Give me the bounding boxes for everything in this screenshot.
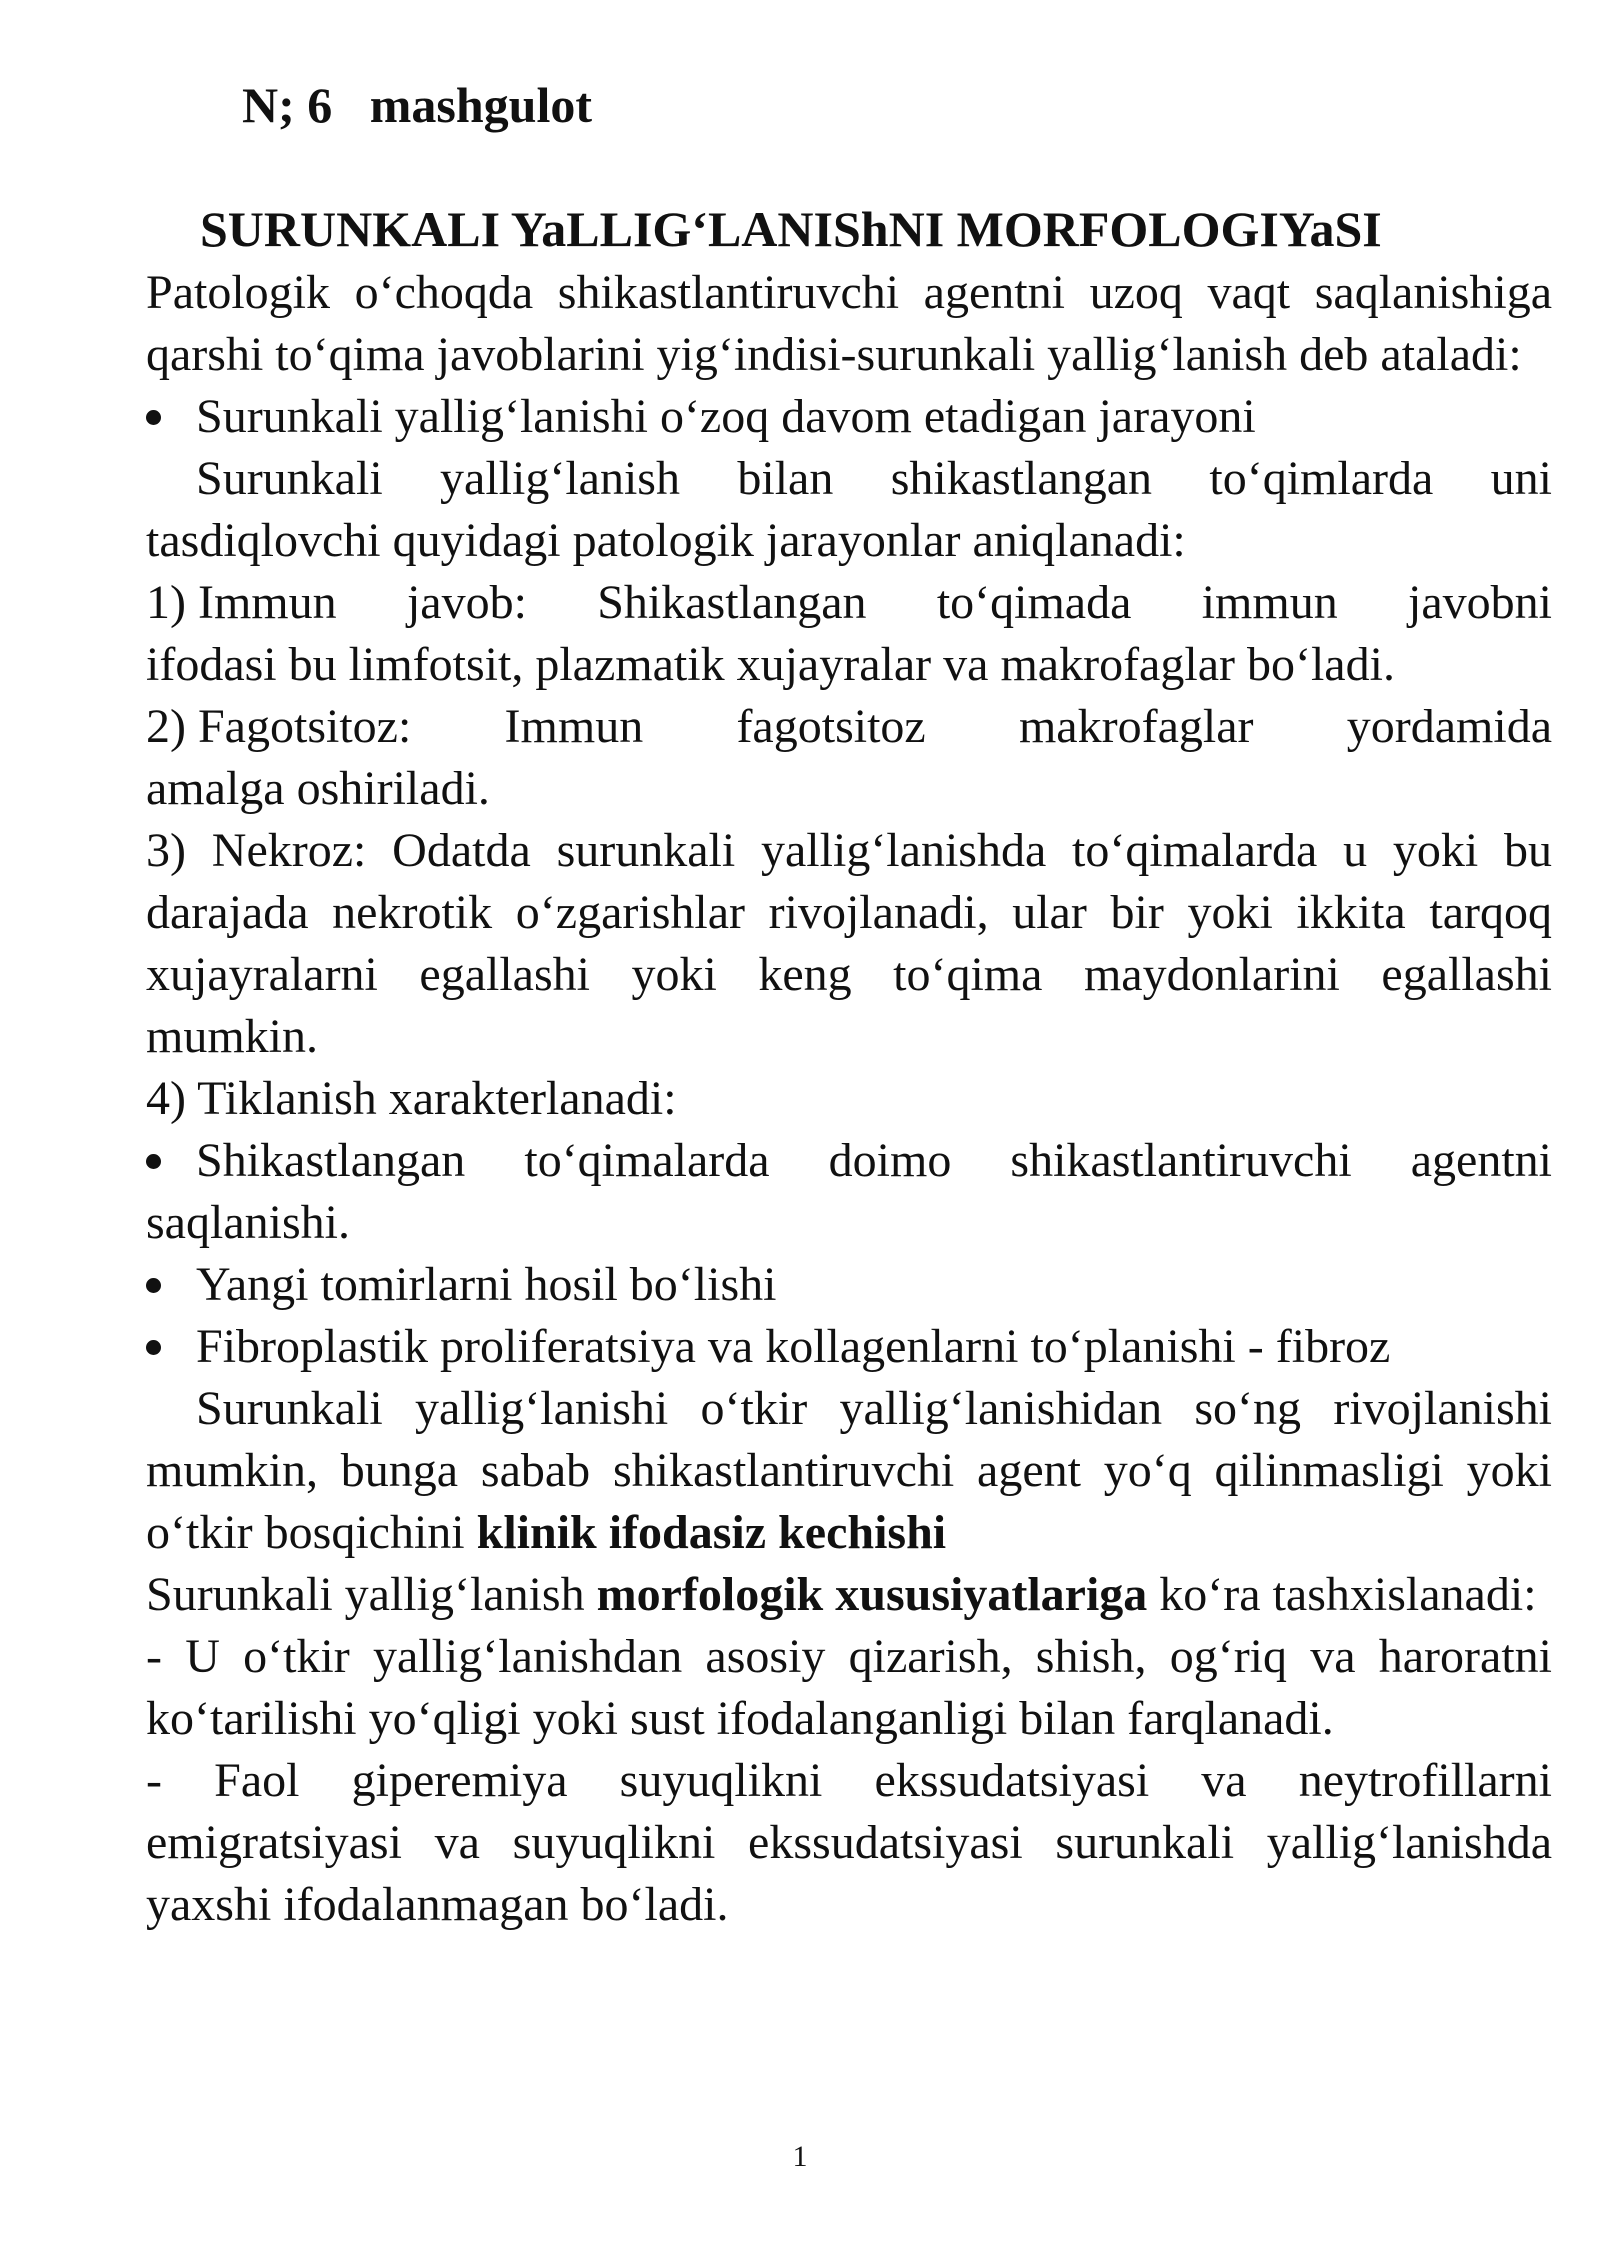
lesson-heading: N; 6 mashgulot [242, 77, 593, 133]
item-number: 1) [146, 576, 186, 629]
item-continuation: ifodasi bu limfotsit, plazmatik xujayralar va makrofaglar bo‘ladi. [146, 638, 1395, 691]
bullet-text: Fibroplastik proliferatsiya va kollagenlarni to‘planishi - fibroz [196, 1320, 1391, 1373]
numbered-item-1 [146, 572, 1552, 696]
bullet-item [146, 1254, 1552, 1316]
numbered-item-2 [146, 696, 1552, 820]
paragraph-text: Surunkali yallig‘lanishi o‘tkir yallig‘lanishidan so‘ng rivojlanishi mumkin, bunga sabab shikastlantiruvchi agent yo‘q qilinmasligi yoki o‘tkir bosqichini [146, 1382, 1552, 1559]
bullet-item [146, 386, 1552, 448]
bold-phrase: morfologik xususiyatlariga [596, 1568, 1148, 1621]
bullet-item [146, 1316, 1552, 1378]
bullet-icon [146, 410, 161, 425]
numbered-item-4: 4) Tiklanish xarakterlanadi: [146, 1072, 677, 1125]
item-text: Fagotsitoz: Immun fagotsitoz makrofaglar yordamida [197, 700, 1552, 753]
intro-paragraph: Patologik o‘choqda shikastlantiruvchi agentni uzoq vaqt saqlanishiga qarshi to‘qima javoblarini yig‘indisi-surunkali yallig‘lanish deb ataladi: [146, 266, 1552, 381]
bullet-icon [146, 1340, 161, 1355]
item-continuation: amalga oshiriladi. [146, 762, 490, 815]
paragraph [146, 1564, 1552, 1626]
bullet-item [146, 1130, 1552, 1254]
bullet-icon [146, 1154, 161, 1169]
paragraph-text: ko‘ra tashxislanadi: [1147, 1568, 1537, 1621]
document-body [146, 262, 1552, 1936]
bullet-text: Surunkali yallig‘lanishi o‘zoq davom etadigan jarayoni [196, 390, 1256, 443]
bullet-icon [146, 1278, 161, 1293]
bullet-text: Shikastlangan to‘qimalarda doimo shikastlantiruvchi agentni saqlanishi. [146, 1134, 1552, 1249]
document-title: SURUNKALI YaLLIG‘LANIShNI MORFOLOGIYaSI [200, 201, 1382, 257]
paragraph [146, 1378, 1552, 1564]
paragraph: Surunkali yallig‘lanish bilan shikastlangan to‘qimlarda uni tasdiqlovchi quyidagi patologik jarayonlar aniqlanadi: [146, 452, 1552, 567]
numbered-item-3: 3) Nekroz: Odatda surunkali yallig‘lanishda to‘qimalarda u yoki bu darajada nekrotik o‘zgarishlar rivojlanadi, ular bir yoki ikkita tarqoq xujayralarni egallashi yoki keng to‘qima maydonlarini egallashi mumkin. [146, 824, 1552, 1063]
page-number: 1 [792, 2140, 808, 2173]
item-text: Immun javob: Shikastlangan to‘qimada immun javobni [197, 576, 1552, 629]
paragraph-text: Surunkali yallig‘lanish [146, 1568, 597, 1621]
item-number: 2) [146, 700, 186, 753]
dash-item: - Faol giperemiya suyuqlikni ekssudatsiyasi va neytrofillarni emigratsiyasi va suyuqlikni ekssudatsiyasi surunkali yallig‘lanishda yaxshi ifodalanmagan bo‘ladi. [146, 1754, 1552, 1931]
bold-phrase: klinik ifodasiz kechishi [476, 1506, 947, 1559]
bullet-text: Yangi tomirlarni hosil bo‘lishi [196, 1258, 777, 1311]
dash-item: - U o‘tkir yallig‘lanishdan asosiy qizarish, shish, og‘riq va haroratni ko‘tarilishi yo‘qligi yoki sust ifodalanganligi bilan farqlanadi. [146, 1630, 1552, 1745]
